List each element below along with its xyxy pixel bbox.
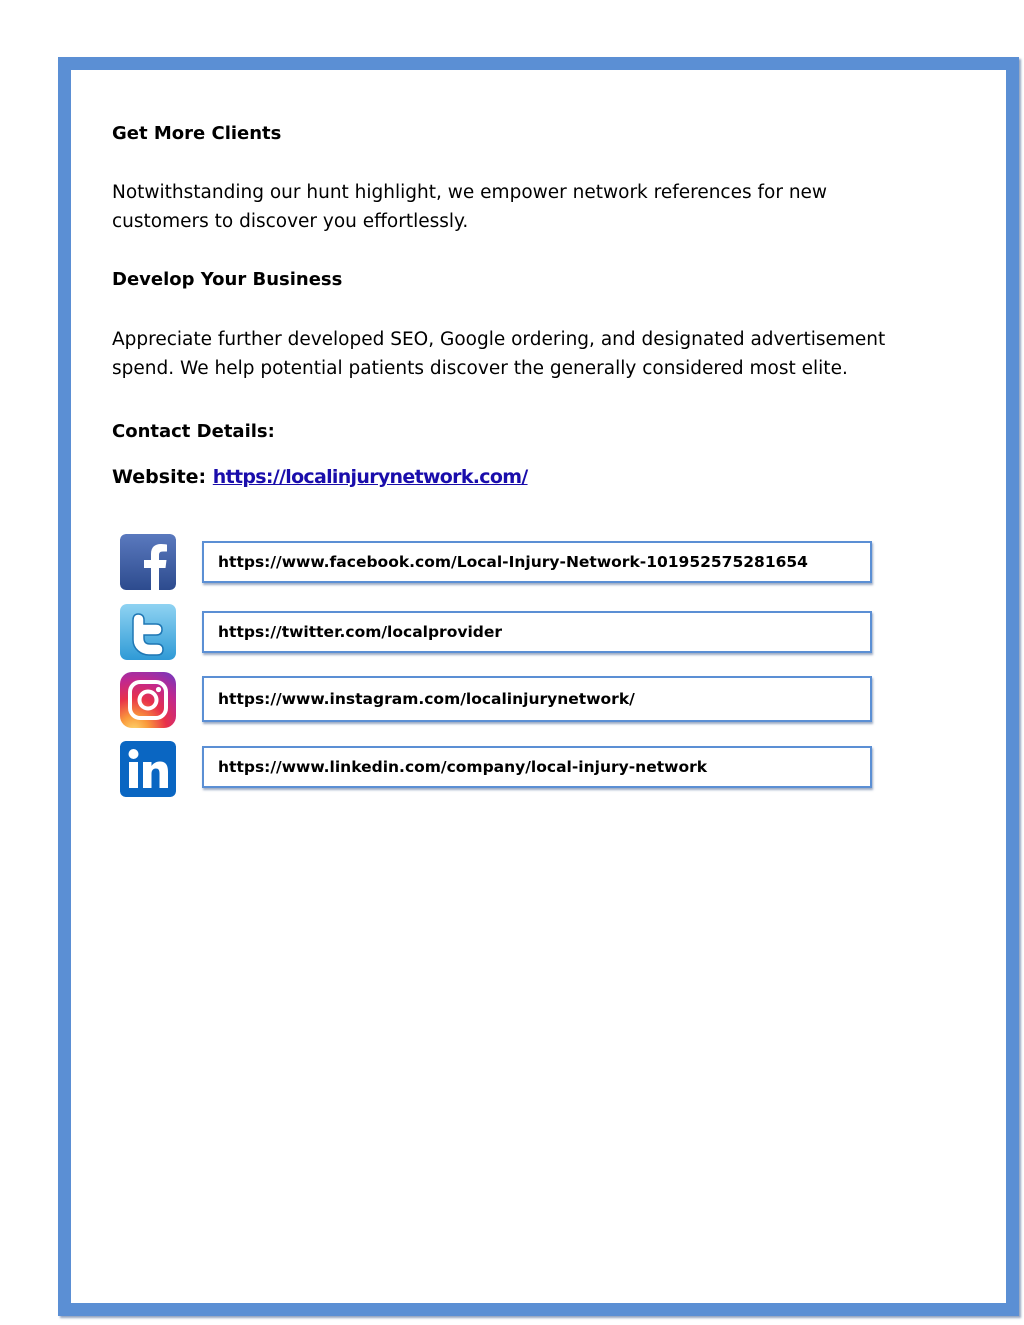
website-line: [112, 463, 528, 491]
linkedin-url: https://www.linkedin.com/company/local-injury-network: [218, 758, 708, 776]
linkedin-link-box[interactable]: [202, 746, 872, 788]
website-link[interactable]: https://localinjurynetwork.com/: [212, 466, 528, 488]
social-row-facebook: [120, 534, 875, 590]
contact-details-heading: Contact Details:: [112, 421, 275, 442]
twitter-icon[interactable]: [120, 604, 176, 660]
develop-business-heading: Develop Your Business: [112, 269, 343, 290]
social-row-linkedin: [120, 741, 875, 797]
twitter-link-box[interactable]: [202, 611, 872, 653]
twitter-url: https://twitter.com/localprovider: [218, 623, 503, 641]
social-row-twitter: [120, 604, 875, 660]
social-row-instagram: [120, 672, 875, 728]
get-more-clients-body: Notwithstanding our hunt highlight, we empower network references for new customers to discover you effortlessly.: [112, 182, 828, 232]
facebook-link-box[interactable]: [202, 541, 872, 583]
develop-business-body: Appreciate further developed SEO, Google ordering, and designated advertisement spend. We help potential patients discover the generally considered most elite.: [112, 329, 886, 379]
instagram-icon[interactable]: [120, 672, 176, 728]
website-label: Website:: [112, 466, 207, 488]
instagram-url: https://www.instagram.com/localinjurynetwork/: [218, 690, 635, 708]
linkedin-icon[interactable]: [120, 741, 176, 797]
facebook-icon[interactable]: [120, 534, 176, 590]
instagram-link-box[interactable]: [202, 676, 872, 722]
facebook-url: https://www.facebook.com/Local-Injury-Network-101952575281654: [218, 553, 808, 571]
get-more-clients-heading: Get More Clients: [112, 123, 282, 144]
